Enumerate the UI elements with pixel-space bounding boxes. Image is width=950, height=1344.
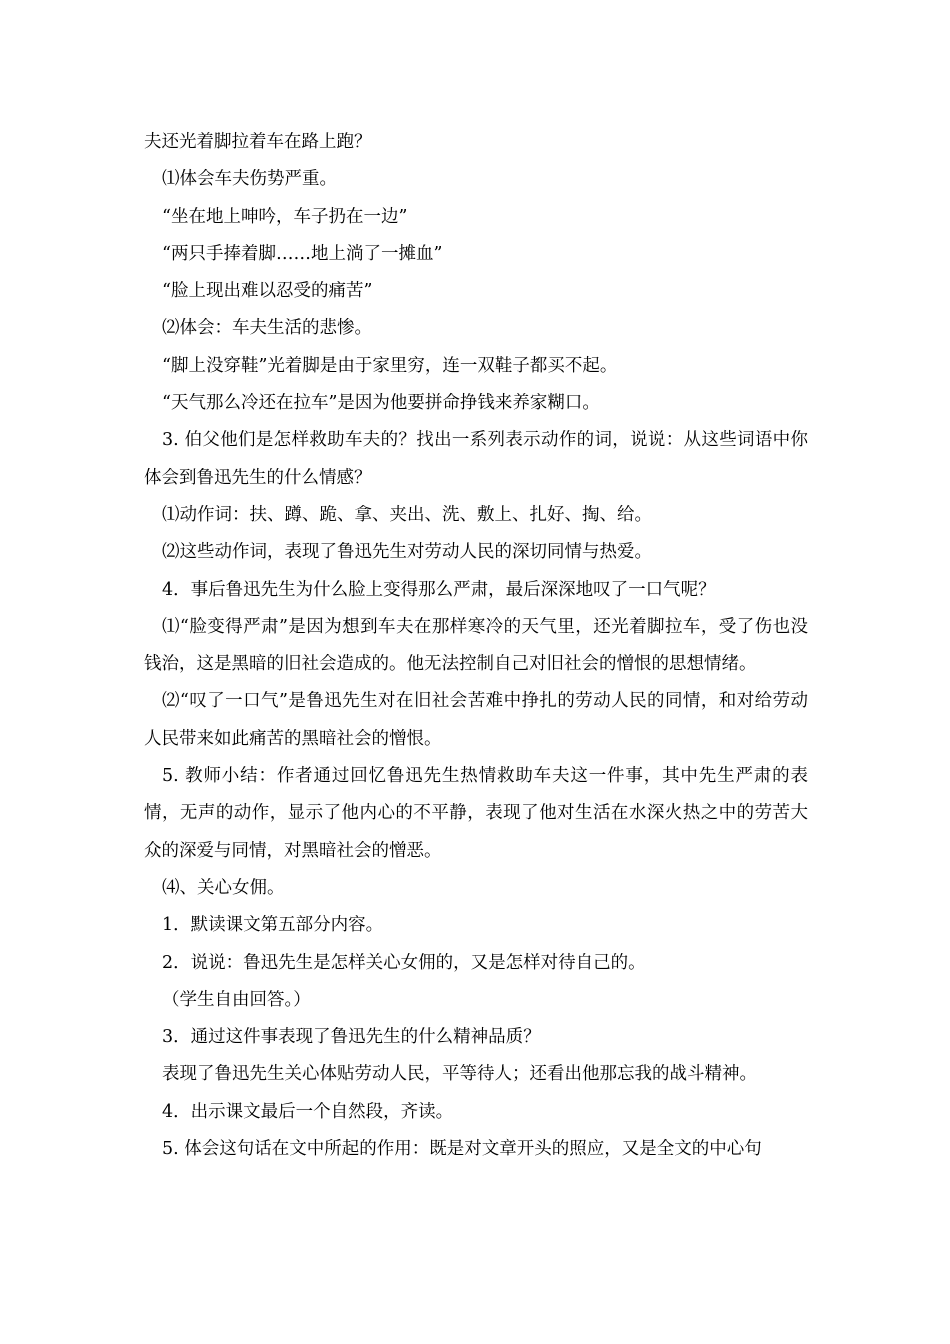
paragraph: “脸上现出难以忍受的痛苦” (162, 281, 373, 302)
paragraph: ⑴体会车夫伤势严重。 (162, 169, 337, 190)
paragraph: 4．出示课文最后一个自然段，齐读。 (162, 1101, 454, 1122)
paragraph: 5. 教师小结：作者通过回忆鲁迅先生热情救助车夫这一件事，其中先生严肃的表情，无声的动作，显示了他内心的不平静，表现了他对生活在水深火热之中的劳苦大众的深爱与同情，对黑暗社会的憎恶。 (144, 766, 808, 861)
paragraph: ⑵这些动作词，表现了鲁迅先生对劳动人民的深切同情与热爱。 (162, 542, 652, 563)
paragraph: 4．事后鲁迅先生为什么脸上变得那么严肃，最后深深地叹了一口气呢？ (162, 579, 716, 600)
paragraph: ⑵“叹了一口气”是鲁迅先生对在旧社会苦难中挣扎的劳动人民的同情，和对给劳动人民带来如此痛苦的黑暗社会的憎恨。 (144, 691, 808, 749)
paragraph: 夫还光着脚拉着车在路上跑？ (144, 132, 372, 152)
paragraph: 2．说说：鲁迅先生是怎样关心女佣的，又是怎样对待自己的。 (162, 952, 646, 973)
paragraph: “脚上没穿鞋”光着脚是由于家里穷，连一双鞋子都买不起。 (162, 355, 618, 376)
paragraph: ⑴“脸变得严肃”是因为想到车夫在那样寒冷的天气里，还光着脚拉车，受了伤也没钱治，这是黑暗的旧社会造成的。他无法控制自己对旧社会的憎恨的思想情绪。 (144, 616, 808, 675)
paragraph: 表现了鲁迅先生关心体贴劳动人民，平等待人；还看出他那忘我的战斗精神。 (162, 1064, 757, 1085)
paragraph: “天气那么冷还在拉车”是因为他要拼命挣钱来养家糊口。 (162, 393, 600, 414)
paragraph: ⑴动作词：扶、蹲、跪、拿、夹出、洗、敷上、扎好、掏、给。 (162, 504, 652, 525)
paragraph: （学生自由回答。） (162, 989, 311, 1010)
paragraph: 1．默读课文第五部分内容。 (162, 915, 384, 936)
paragraph: 5. 体会这句话在文中所起的作用：既是对文章开头的照应，又是全文的中心句 (162, 1139, 762, 1160)
paragraph: 3．通过这件事表现了鲁迅先生的什么精神品质？ (162, 1027, 541, 1048)
paragraph: ⑵体会：车夫生活的悲惨。 (162, 318, 372, 339)
paragraph: “两只手捧着脚……地上淌了一摊血” (162, 243, 443, 264)
paragraph: 3. 伯父他们是怎样救助车夫的？找出一系列表示动作的词，说说：从这些词语中你体会到鲁迅先生的什么情感？ (144, 430, 808, 488)
document-body (144, 124, 808, 1168)
paragraph: ⑷、关心女佣。 (162, 877, 285, 898)
paragraph: “坐在地上呻吟，车子扔在一边” (162, 206, 408, 227)
